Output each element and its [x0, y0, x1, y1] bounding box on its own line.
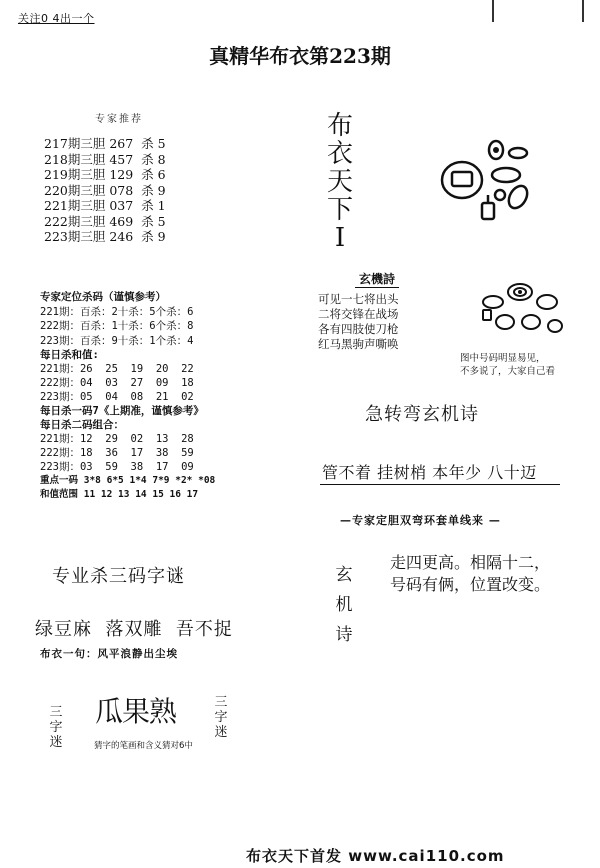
kill-one-title: 每日杀一码7《上期准，谨慎参考》 — [40, 405, 204, 417]
xuanji-lines — [318, 292, 399, 352]
gua-title: 瓜果熟 — [95, 695, 177, 728]
buyi-vertical-title — [325, 112, 355, 252]
kill-row: 217期三胆 267 杀 5 — [44, 136, 166, 151]
kill-row: 219期三胆 129 杀 6 — [44, 167, 166, 182]
tree-underline — [320, 484, 560, 485]
vertical-char: 衣 — [326, 139, 353, 169]
top-divider-right — [582, 0, 584, 22]
sum-row: 221期：26 25 19 20 22 — [40, 363, 194, 375]
expert-position-row: 222期：百杀：1十杀：6个杀：8 — [40, 320, 194, 332]
vertical-char: 三 — [49, 705, 63, 720]
sum-title: 每日杀和值: — [40, 349, 99, 361]
dishes-illustration — [475, 280, 570, 345]
sum-section — [40, 348, 215, 502]
kill-section-header: 专家推荐 — [95, 114, 143, 125]
xuanji-vertical-label — [334, 560, 354, 650]
vertical-char: 布 — [326, 111, 353, 141]
key-one-code: 重点一码 3*8 6*5 1*4 7*9 *2* *08 — [40, 475, 216, 486]
page-title: 真精华布衣第223期 — [209, 44, 391, 68]
kill-row: 221期三胆 037 杀 1 — [44, 198, 166, 213]
expert-position-row: 223期：百杀：9十杀：1个杀：4 — [40, 334, 194, 347]
dish-caption — [460, 352, 600, 378]
kill-two-row: 223期：03 59 38 17 09 — [40, 461, 194, 473]
vertical-char: 机 — [335, 595, 353, 615]
sum-row: 222期：04 03 27 09 18 — [40, 377, 194, 389]
vertical-char: 字 — [49, 720, 63, 735]
sum-range: 和值范围 11 12 13 14 15 16 17 — [40, 489, 199, 500]
top-note: 关注0 4出一个 — [18, 12, 95, 25]
gua-hint: 猜字的笔画和含义猜对6中 — [94, 741, 193, 751]
kill-list — [44, 136, 166, 245]
sanzimi-left — [45, 705, 67, 750]
expert-position-section — [40, 290, 193, 348]
vertical-char: 下 — [326, 195, 353, 225]
expert-position-title: 专家定位杀码（谨慎参考） — [40, 291, 166, 303]
tableware-illustration — [438, 135, 538, 235]
kill-row: 218期三胆 457 杀 8 — [44, 151, 166, 167]
combo-title: —专家定胆双弯环套单线来 — — [340, 514, 501, 527]
vertical-char: 玄 — [335, 565, 353, 585]
one-sentence: 布衣一句：风平浪静出尘埃 — [40, 648, 178, 660]
caption-line: 图中号码明显易见， — [460, 353, 546, 364]
poem-line: 号码有俩，位置改变。 — [390, 575, 551, 594]
poem-line: 走四更高。相隔十二， — [390, 553, 551, 572]
vertical-char: 字 — [214, 710, 228, 725]
riddle-words: 绿豆麻 落双雕 吾不捉 — [35, 619, 233, 640]
kill-row: 220期三胆 078 杀 9 — [44, 182, 166, 198]
vertical-char: 诗 — [335, 625, 353, 645]
vertical-char: 天 — [326, 167, 353, 197]
kill-two-row: 221期：12 29 02 13 28 — [40, 433, 194, 445]
vertical-char: 三 — [214, 695, 228, 710]
sanzimi-right — [210, 695, 232, 740]
xuanji-line: 二将交锋在战场 — [318, 307, 399, 321]
xuanji-line: 可见一七将出头 — [318, 292, 399, 306]
poem — [390, 552, 550, 596]
kill-two-row: 222期：18 36 17 38 59 — [40, 447, 194, 459]
turn-poem-title: 急转弯玄机诗 — [365, 404, 479, 425]
sum-row: 223期：05 04 08 21 02 — [40, 391, 194, 403]
top-divider — [492, 0, 494, 22]
vertical-char: 迷 — [49, 735, 63, 750]
riddle-title: 专业杀三码字谜 — [52, 566, 185, 587]
xuanji-line: 红马黑驹声嘶唤 — [318, 337, 399, 351]
kill-two-title: 每日杀二码组合： — [40, 419, 124, 431]
xuanji-line: 各有四肢使刀枪 — [318, 322, 399, 336]
kill-row: 223期三胆 246 杀 9 — [44, 229, 166, 244]
kill-row: 222期三胆 469 杀 5 — [44, 213, 166, 229]
caption-line: 不多说了，大家自己看 — [460, 366, 556, 377]
vertical-char: 迷 — [214, 725, 228, 740]
footer-text: 布衣天下首发 www.cai110.com — [246, 847, 505, 865]
xuanji-title: 玄機詩 — [355, 270, 399, 288]
vertical-char: I — [334, 223, 346, 253]
expert-position-row: 221期：百杀：2十杀：5个杀：6 — [40, 305, 194, 318]
tree-line: 管不着 挂树梢 本年少 八十迈 — [322, 463, 537, 482]
